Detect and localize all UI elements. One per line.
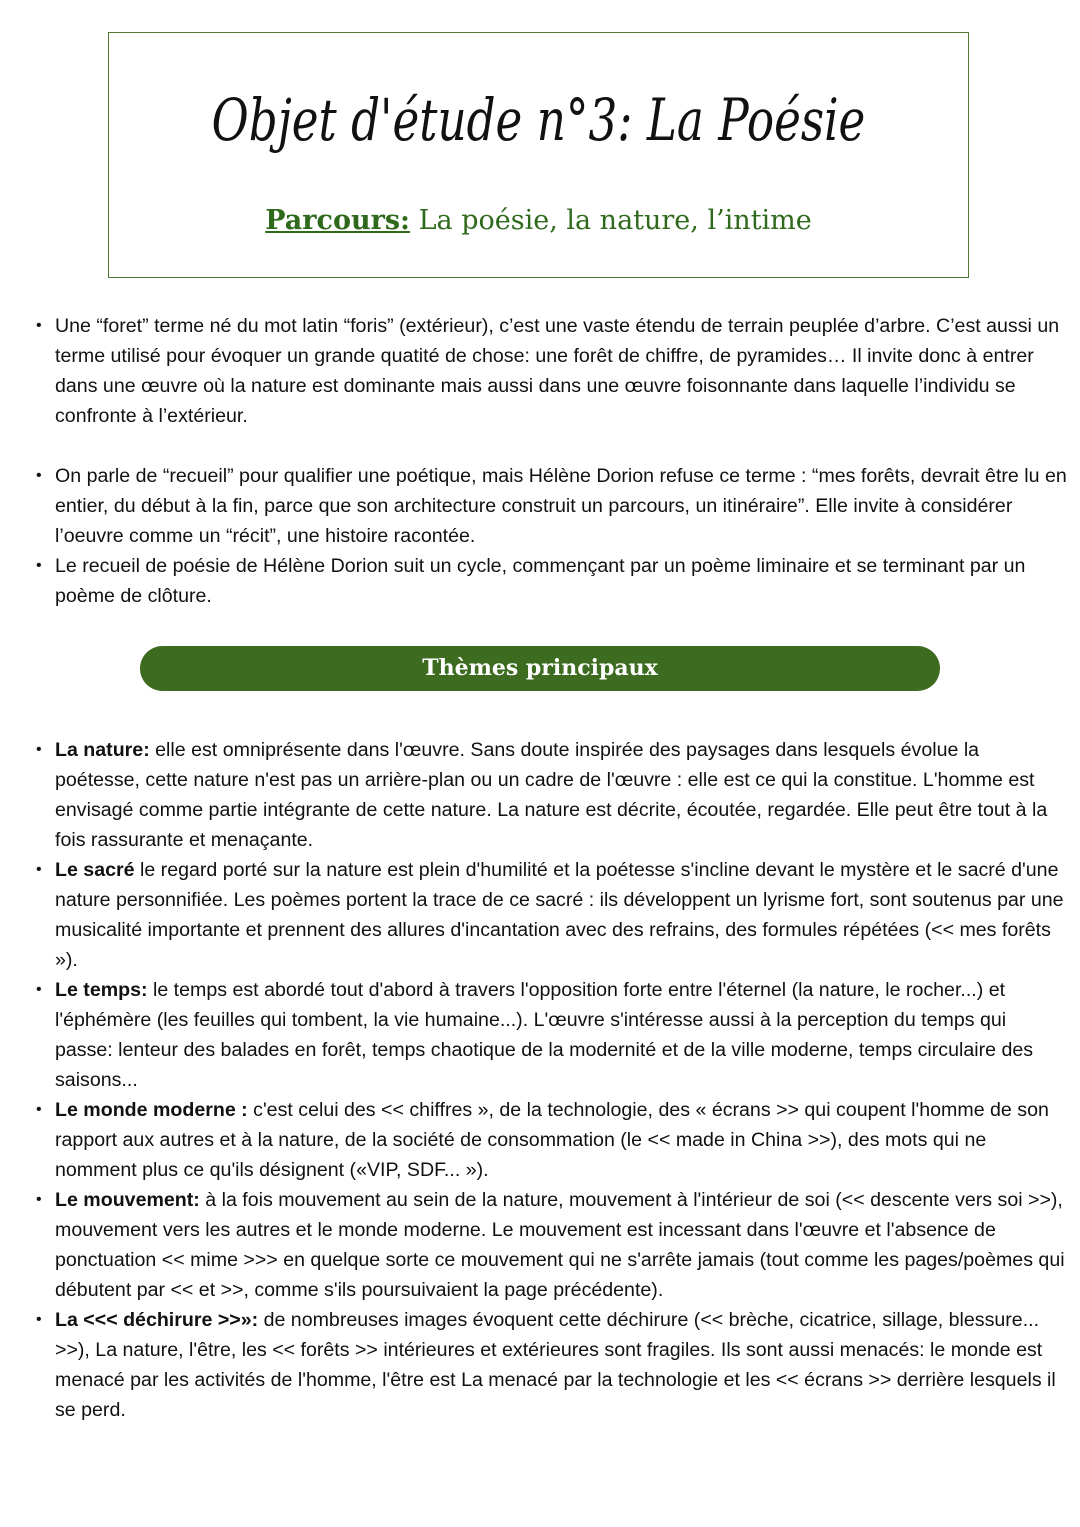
theme-item bbox=[55, 1185, 1067, 1305]
theme-term: La nature: bbox=[55, 739, 150, 761]
theme-text: elle est omniprésente dans l'œuvre. Sans doute inspirée des paysages dans lesquels évolue la poétesse, cette nature n'est pas un arrière-plan ou un cadre de l'œuvre : elle est ce qui la constitue. L'homme est envisagé comme partie intégrante de cette nature. La nature est décrite, écoutée, regardée. Elle peut être tout à la fois rassurante et menaçante. bbox=[55, 739, 1048, 851]
theme-text: de nombreuses images évoquent cette déchirure (<< brèche, cicatrice, sillage, blessure... >>), La nature, l'être, les << forêts >> intérieures et extérieures sont fragiles. Ils sont aussi menacés: le monde est menacé par les activités de l'homme, l'être est La menacé par la technologie et les << écrans >> derrière lesquels il se perd. bbox=[55, 1309, 1056, 1421]
content bbox=[55, 311, 1067, 1425]
list-item: • Le recueil de poésie de Hélène Dorion suit un cycle, commençant par un poème liminaire et se terminant par un poème de clôture. bbox=[55, 551, 1067, 611]
theme-item bbox=[55, 1305, 1067, 1425]
theme-term: Le temps: bbox=[55, 979, 148, 1001]
theme-term: La <<< déchirure >>»: bbox=[55, 1309, 259, 1331]
theme-item bbox=[55, 735, 1067, 855]
theme-term: Le monde moderne : bbox=[55, 1099, 248, 1121]
subtitle-text: La poésie, la nature, l’intime bbox=[410, 205, 812, 236]
theme-term: Le sacré bbox=[55, 859, 135, 881]
intro-list-2 bbox=[55, 461, 1067, 611]
intro-list bbox=[55, 311, 1067, 431]
page-title: Objet d'étude n°3: La Poésie bbox=[211, 86, 866, 154]
list-item: • On parle de “recueil” pour qualifier une poétique, mais Hélène Dorion refuse ce terme : “mes forêts, devrait être lu en entier, du début à la fin, parce que son architecture construit un parcours, un itinéraire”. Elle invite à considérer l’oeuvre comme un “récit”, une histoire racontée. bbox=[55, 461, 1067, 551]
theme-text: c'est celui des << chiffres », de la technologie, des « écrans >> qui coupent l'homme de son rapport aux autres et à la nature, de la société de consommation (le << made in China >>), des mots qui ne nomment plus ce qu'ils désignent («VIP, SDF... »). bbox=[55, 1099, 1049, 1181]
list-item: • Une “foret” terme né du mot latin “foris” (extérieur), c’est une vaste étendu de terrain peuplée d’arbre. C’est aussi un terme utilisé pour évoquer un grande quatité de chose: une forêt de chiffre, de pyramides… Il invite donc à entrer dans une œuvre où la nature est dominante mais aussi dans une œuvre foisonnante dans laquelle l’individu se confronte à l’extérieur. bbox=[55, 311, 1067, 431]
theme-text: le regard porté sur la nature est plein d'humilité et la poétesse s'incline devant le mystère et le sacré d'une nature personnifiée. Les poèmes portent la trace de ce sacré : ils développent un lyrisme fort, sont soutenus par une musicalité importante et prennent des allures d'incantation avec des refrains, des formules répétées (<< mes forêts »). bbox=[55, 859, 1064, 971]
subtitle-label: Parcours: bbox=[265, 205, 411, 236]
theme-item bbox=[55, 855, 1067, 975]
theme-item bbox=[55, 1095, 1067, 1185]
section-heading: Thèmes principaux bbox=[140, 646, 940, 691]
theme-term: Le mouvement: bbox=[55, 1189, 200, 1211]
theme-item bbox=[55, 975, 1067, 1095]
theme-text: le temps est abordé tout d'abord à travers l'opposition forte entre l'éternel (la nature, le rocher...) et l'éphémère (les feuilles qui tombent, la vie humaine...). L'œuvre s'intéresse aussi à la perception du temps qui passe: lenteur des balades en forêt, temps chaotique de la modernité et de la ville moderne, temps circulaire des saisons... bbox=[55, 979, 1034, 1091]
subtitle bbox=[109, 203, 968, 239]
themes-list bbox=[55, 735, 1067, 1425]
header-box bbox=[108, 32, 969, 278]
theme-text: à la fois mouvement au sein de la nature, mouvement à l'intérieur de soi (<< descente vers soi >>), mouvement vers les autres et le monde moderne. Le mouvement est incessant dans l'œuvre et l'absence de ponctuation << mime >>> en quelque sorte ce mouvement qui ne s'arrête jamais (tout comme les pages/poèmes qui débutent par << et >>, comme s'ils poursuivaient la page précédente). bbox=[55, 1189, 1065, 1301]
